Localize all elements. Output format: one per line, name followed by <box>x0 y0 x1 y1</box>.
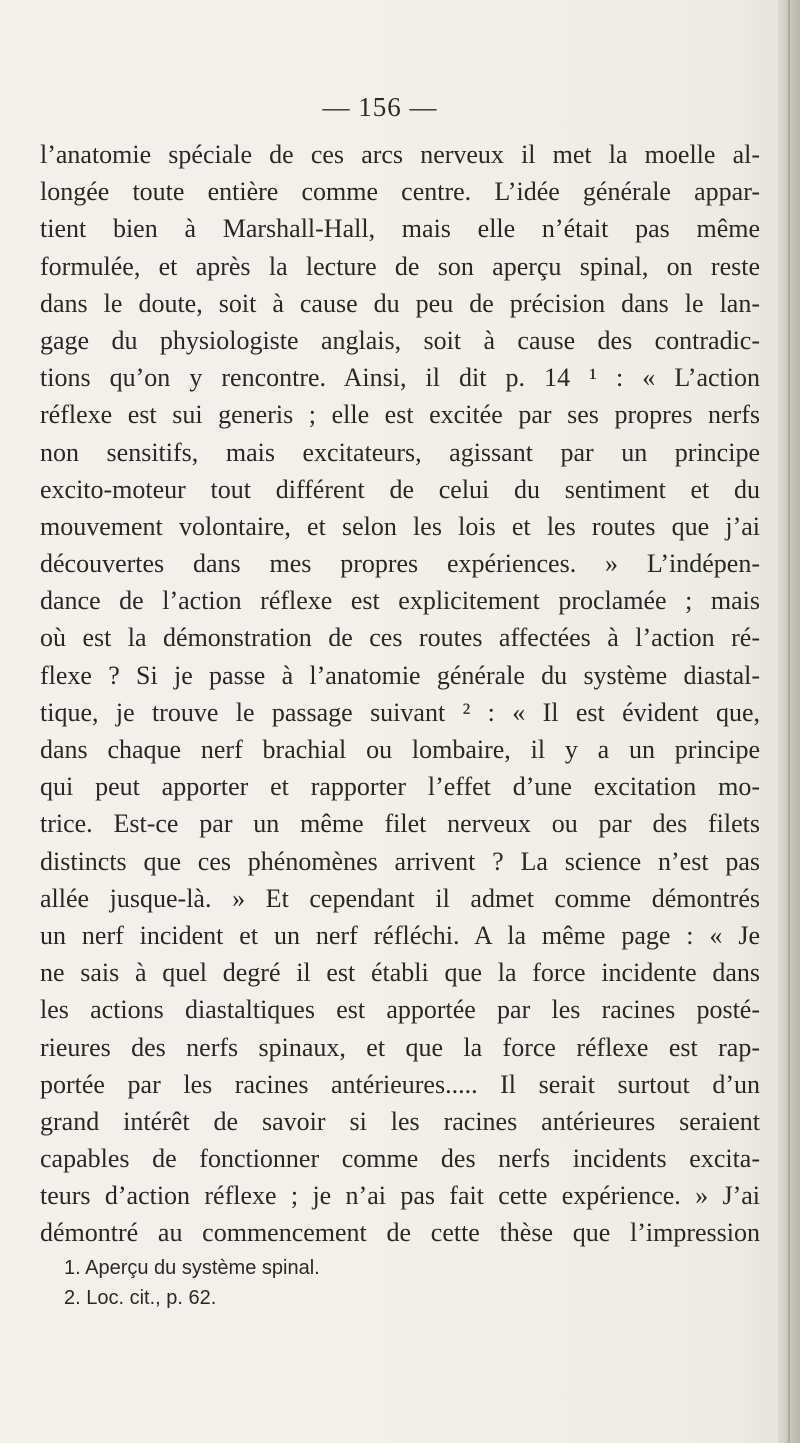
page-binding-line <box>788 0 790 1443</box>
text-line: mouvement volontaire, et selon les lois et les routes que j’ai <box>40 511 760 541</box>
page-number: — 156 — <box>322 92 438 122</box>
text-line: ne sais à quel degré il est établi que la force incidente dans <box>40 958 760 988</box>
text-line: tient bien à Marshall-Hall, mais elle n’était pas même <box>40 214 760 244</box>
text-line: l’anatomie spéciale de ces arcs nerveux il met la moelle al- <box>40 140 760 169</box>
text-line: excito-moteur tout différent de celui du sentiment et du <box>40 474 760 504</box>
text-line: tions qu’on y rencontre. Ainsi, il dit p. 14 ¹ : « L’action <box>40 363 760 393</box>
text-line: trice. Est-ce par un même filet nerveux ou par des filets <box>40 809 760 839</box>
text-line: longée toute entière comme centre. L’idée générale appar- <box>40 177 760 207</box>
text-line: flexe ? Si je passe à l’anatomie générale du système diastal- <box>40 660 760 690</box>
text-line: dans chaque nerf brachial ou lombaire, il y a un principe <box>40 735 760 764</box>
text-line: rieures des nerfs spinaux, et que la force réflexe est rap- <box>40 1032 760 1062</box>
text-line: démontré au commencement de cette thèse que l’impression <box>40 1218 760 1248</box>
text-line: capables de fonctionner comme des nerfs incidents excita- <box>40 1144 760 1174</box>
text-line: les actions diastaltiques est apportée par les racines posté- <box>40 995 760 1025</box>
text-line: gage du physiologiste anglais, soit à cause des contradic- <box>40 325 760 355</box>
text-line: portée par les racines antérieures..... Il serait surtout d’un <box>40 1069 760 1099</box>
text-line: qui peut apporter et rapporter l’effet d’une excitation mo- <box>40 772 760 802</box>
footnote: 1. Aperçu du système spinal. <box>64 1257 320 1279</box>
footnote: 2. Loc. cit., p. 62. <box>64 1287 217 1309</box>
text-line: distincts que ces phénomènes arrivent ? La science n’est pas <box>40 846 760 876</box>
footnotes <box>64 1253 320 1313</box>
text-line: allée jusque-là. » Et cependant il admet comme démontrés <box>40 883 760 913</box>
text-line: découvertes dans mes propres expériences. » L’indépen- <box>40 549 760 579</box>
text-line: un nerf incident et un nerf réfléchi. A la même page : « Je <box>40 920 760 950</box>
text-line: tique, je trouve le passage suivant ² : « Il est évident que, <box>40 697 760 727</box>
text-line: grand intérêt de savoir si les racines antérieures seraient <box>40 1106 760 1136</box>
text-line: formulée, et après la lecture de son aperçu spinal, on reste <box>40 251 760 281</box>
text-line: où est la démonstration de ces routes affectées à l’action ré- <box>40 623 760 653</box>
text-line: teurs d’action réflexe ; je n’ai pas fait cette expérience. » J’ai <box>40 1181 760 1211</box>
text-line: dans le doute, soit à cause du peu de précision dans le lan- <box>40 288 760 318</box>
text-line: non sensitifs, mais excitateurs, agissant par un principe <box>40 437 760 467</box>
body-text <box>40 136 760 1252</box>
text-line: réflexe est sui generis ; elle est excitée par ses propres nerfs <box>40 400 760 430</box>
text-line: dance de l’action réflexe est explicitement proclamée ; mais <box>40 586 760 616</box>
